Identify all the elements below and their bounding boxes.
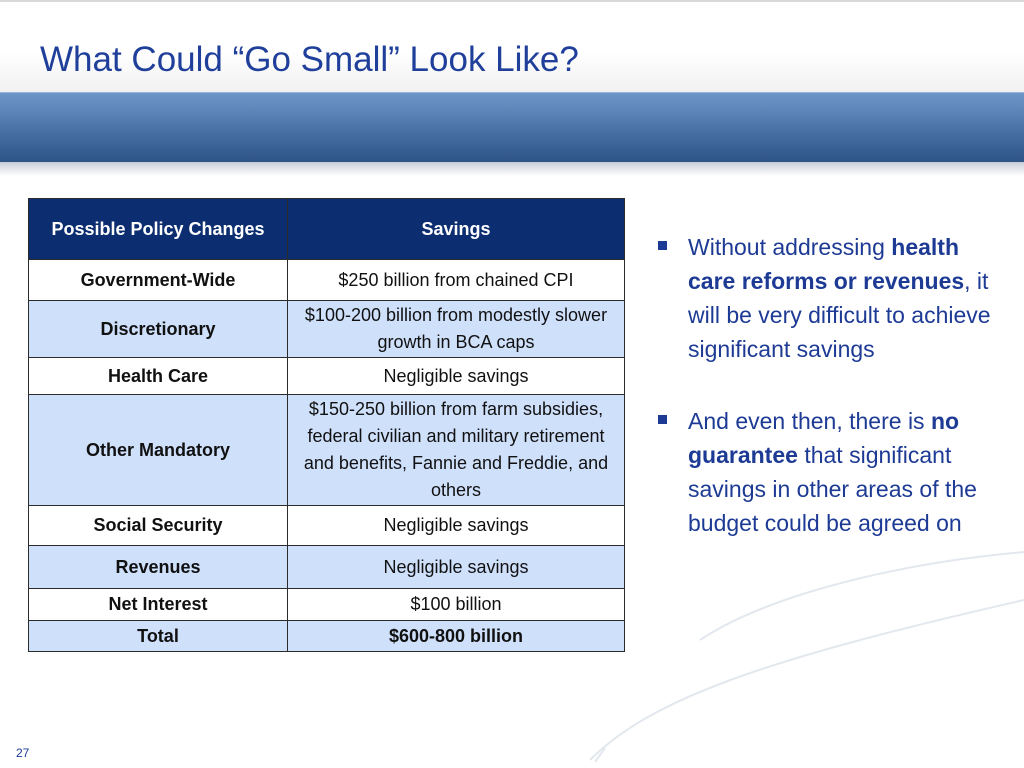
- row-category: Social Security: [29, 506, 288, 546]
- row-category: Discretionary: [29, 301, 288, 358]
- bullet-text-lead: And even then, there is: [688, 408, 931, 434]
- page-number: 27: [16, 746, 30, 760]
- table-header-row: [29, 199, 625, 260]
- bullet-item: [654, 404, 999, 540]
- row-savings: Negligible savings: [288, 506, 625, 546]
- table-row: [29, 358, 625, 395]
- row-category: Revenues: [29, 546, 288, 589]
- bullet-text-rest: , it will be very difficult to achieve significant savings: [688, 268, 991, 362]
- title-area: [0, 0, 1024, 92]
- header-savings: Savings: [288, 199, 625, 260]
- row-category: Government-Wide: [29, 260, 288, 301]
- table-row: [29, 260, 625, 301]
- table-row: [29, 301, 625, 358]
- header-band-shadow: [0, 162, 1024, 176]
- bullet-text-rest: that significant savings in other areas of the budget could be agreed on: [688, 442, 977, 536]
- table-row: [29, 395, 625, 506]
- bullet-list: [654, 230, 999, 578]
- table-row: [29, 506, 625, 546]
- table-row: [29, 589, 625, 621]
- row-savings: Negligible savings: [288, 546, 625, 589]
- policy-savings-table: [28, 198, 625, 652]
- bullet-item: [654, 230, 999, 366]
- row-savings: $100-200 billion from modestly slower growth in BCA caps: [288, 301, 625, 358]
- decor-curve-lower: [590, 600, 1024, 760]
- total-savings: $600-800 billion: [288, 621, 625, 652]
- square-bullet-icon: [658, 241, 667, 250]
- square-bullet-icon: [658, 415, 667, 424]
- decor-curve-edge: [595, 748, 605, 762]
- bullet-text-lead: Without addressing: [688, 234, 892, 260]
- bullet-text-emphasis: no guarantee: [688, 408, 960, 468]
- row-category: Other Mandatory: [29, 395, 288, 506]
- header-policy-changes: Possible Policy Changes: [29, 199, 288, 260]
- total-label: Total: [29, 621, 288, 652]
- row-savings: Negligible savings: [288, 358, 625, 395]
- slide-title: What Could “Go Small” Look Like?: [40, 40, 579, 79]
- row-savings: $150-250 billion from farm subsidies, federal civilian and military retirement and benefits, Fannie and Freddie, and others: [288, 395, 625, 506]
- header-band: [0, 92, 1024, 163]
- row-category: Health Care: [29, 358, 288, 395]
- table-row: [29, 546, 625, 589]
- row-savings: $250 billion from chained CPI: [288, 260, 625, 301]
- bullet-text-emphasis: health care reforms or revenues: [688, 234, 965, 294]
- row-savings: $100 billion: [288, 589, 625, 621]
- table-total-row: [29, 621, 625, 652]
- row-category: Net Interest: [29, 589, 288, 621]
